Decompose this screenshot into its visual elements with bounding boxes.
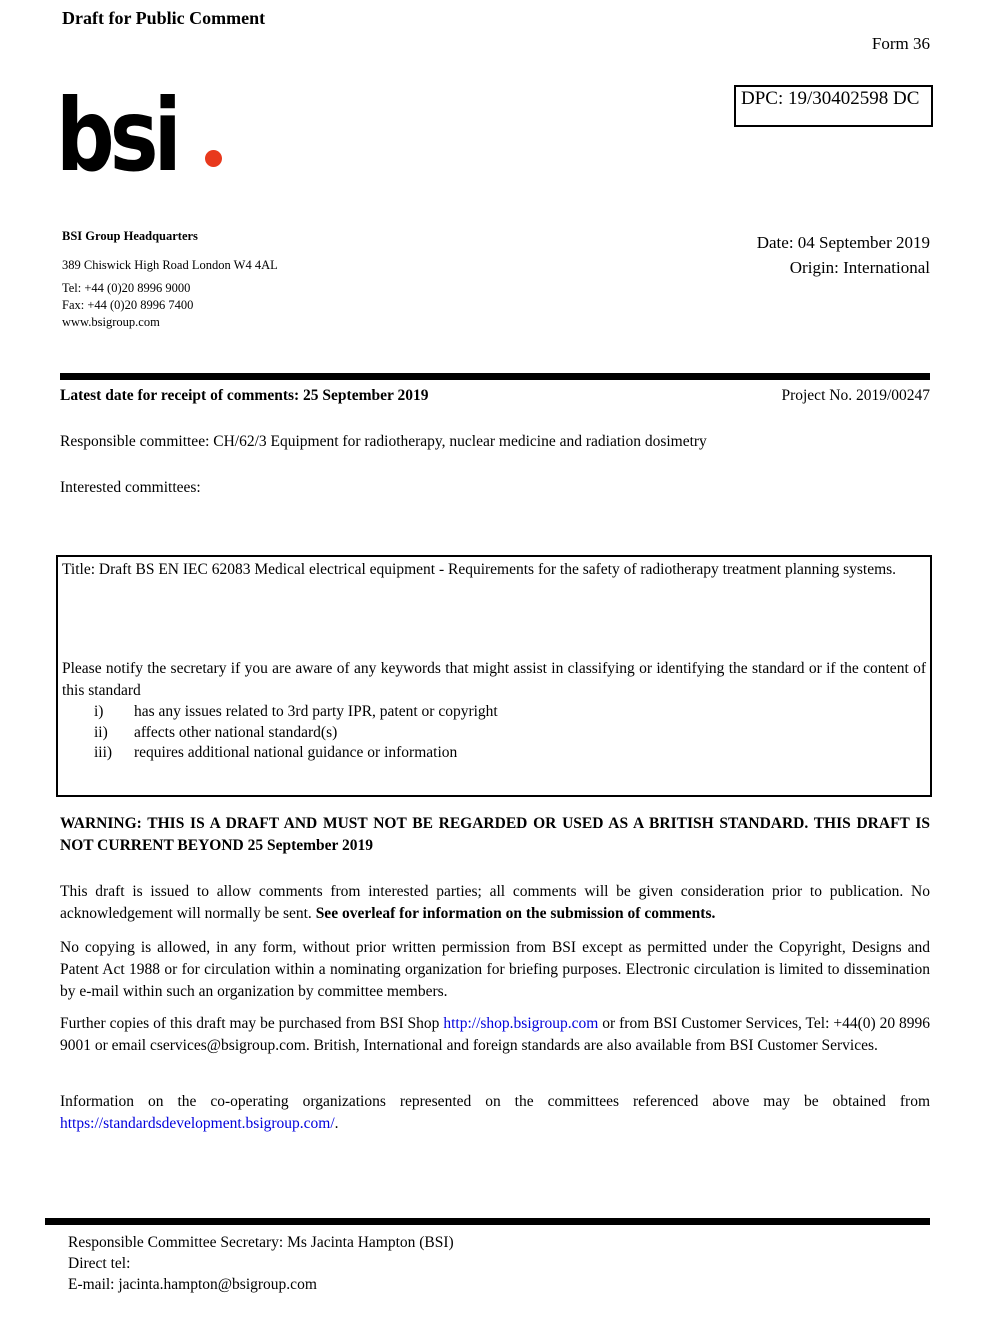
project-number: Project No. 2019/00247 (781, 387, 930, 404)
cooperating-info-period: . (334, 1115, 339, 1132)
address-block (62, 228, 278, 331)
standard-title: Title: Draft BS EN IEC 62083 Medical electrical equipment - Requirements for the safety of radiotherapy treatment planning systems. (62, 561, 897, 578)
address-tel: Tel: +44 (0)20 8996 9000 (62, 281, 191, 295)
list-item-numeral: i) (94, 703, 104, 720)
interested-committees-line: Interested committees: (60, 479, 201, 496)
footer-contact-block (68, 1232, 454, 1295)
address-fax: Fax: +44 (0)20 8996 7400 (62, 298, 194, 312)
dpc-reference-label: DPC: 19/30402598 DC (741, 88, 920, 109)
list-item-text: has any issues related to 3rd party IPR, patent or copyright (134, 703, 498, 720)
horizontal-rule-top (60, 373, 930, 380)
standard-title-box (56, 555, 932, 797)
list-item-text: requires additional national guidance or information (134, 744, 458, 761)
dpc-reference-box (734, 85, 933, 127)
further-copies-text: Further copies of this draft may be purchased from BSI Shop (60, 1015, 444, 1032)
horizontal-rule-bottom (45, 1218, 930, 1225)
direct-tel-line: Direct tel: (68, 1255, 131, 1272)
responsible-committee-line: Responsible committee: CH/62/3 Equipment for radiotherapy, nuclear medicine and radiation dosimetry (60, 433, 707, 450)
latest-comments-date: Latest date for receipt of comments: 25 September 2019 (60, 387, 429, 404)
see-overleaf-text: See overleaf for information on the submission of comments. (315, 905, 716, 922)
draft-issued-text: This draft is issued to allow comments from interested parties; all comments will be given consideration prior to publication. No acknowledgement will normally be sent. (60, 883, 930, 922)
page-title: Draft for Public Comment (62, 8, 266, 28)
form-number: Form 36 (871, 34, 930, 53)
paragraph-no-copying: No copying is allowed, in any form, without prior written permission from BSI except as permitted under the Copyright, Designs and Patent Act 1988 or for circulation within a nominating organization for briefing purposes. Electronic circulation is limited to dissemination by e-mail within such an organization by committee members. (60, 939, 930, 1000)
draft-warning-text: WARNING: THIS IS A DRAFT AND MUST NOT BE REGARDED OR USED AS A BRITISH STANDARD. THIS DRAFT IS NOT CURRENT BEYOND 25 September 2019 (60, 815, 930, 854)
comments-deadline-row (60, 385, 930, 407)
secretary-email-line: E-mail: jacinta.hampton@bsigroup.com (68, 1276, 317, 1293)
list-item-text: affects other national standard(s) (134, 723, 338, 741)
list-item (62, 702, 926, 723)
paragraph-further-copies (60, 1013, 930, 1057)
address-website: www.bsigroup.com (62, 315, 160, 329)
paragraph-cooperating-info (60, 1091, 930, 1135)
date-origin-block (757, 230, 930, 280)
bsi-shop-link[interactable]: http://shop.bsigroup.com (443, 1015, 599, 1032)
list-item (62, 743, 926, 764)
list-item (62, 723, 926, 744)
bsi-logo (56, 77, 222, 194)
address-hq-title: BSI Group Headquarters (62, 229, 198, 243)
keywords-notify-text: Please notify the secretary if you are aware of any keywords that might assist in classifying or identifying the standard or if the content of this standard (62, 660, 926, 699)
document-date: Date: 04 September 2019 (756, 233, 930, 252)
list-item-numeral: iii) (94, 744, 113, 761)
further-copies-text-after: or from BSI Customer Services, Tel: +44(0) 20 8996 9001 or email cservices@bsigroup.com. British, International and foreign standards are also available from BSI Customer Services. (60, 1015, 931, 1054)
bsi-logo-red-dot-icon (205, 150, 222, 167)
committee-secretary-line: Responsible Committee Secretary: Ms Jacinta Hampton (BSI) (68, 1234, 454, 1251)
bsi-logo-text: bsi (56, 77, 177, 194)
cooperating-info-text: Information on the co-operating organizations represented on the committees referenced above may be obtained from (60, 1093, 930, 1110)
list-item-numeral: ii) (94, 723, 108, 741)
document-origin: Origin: International (789, 258, 930, 277)
address-street: 389 Chiswick High Road London W4 4AL (62, 258, 278, 272)
paragraph-draft-issued (60, 881, 930, 925)
standards-development-link[interactable]: https://standardsdevelopment.bsigroup.com/ (60, 1115, 335, 1132)
